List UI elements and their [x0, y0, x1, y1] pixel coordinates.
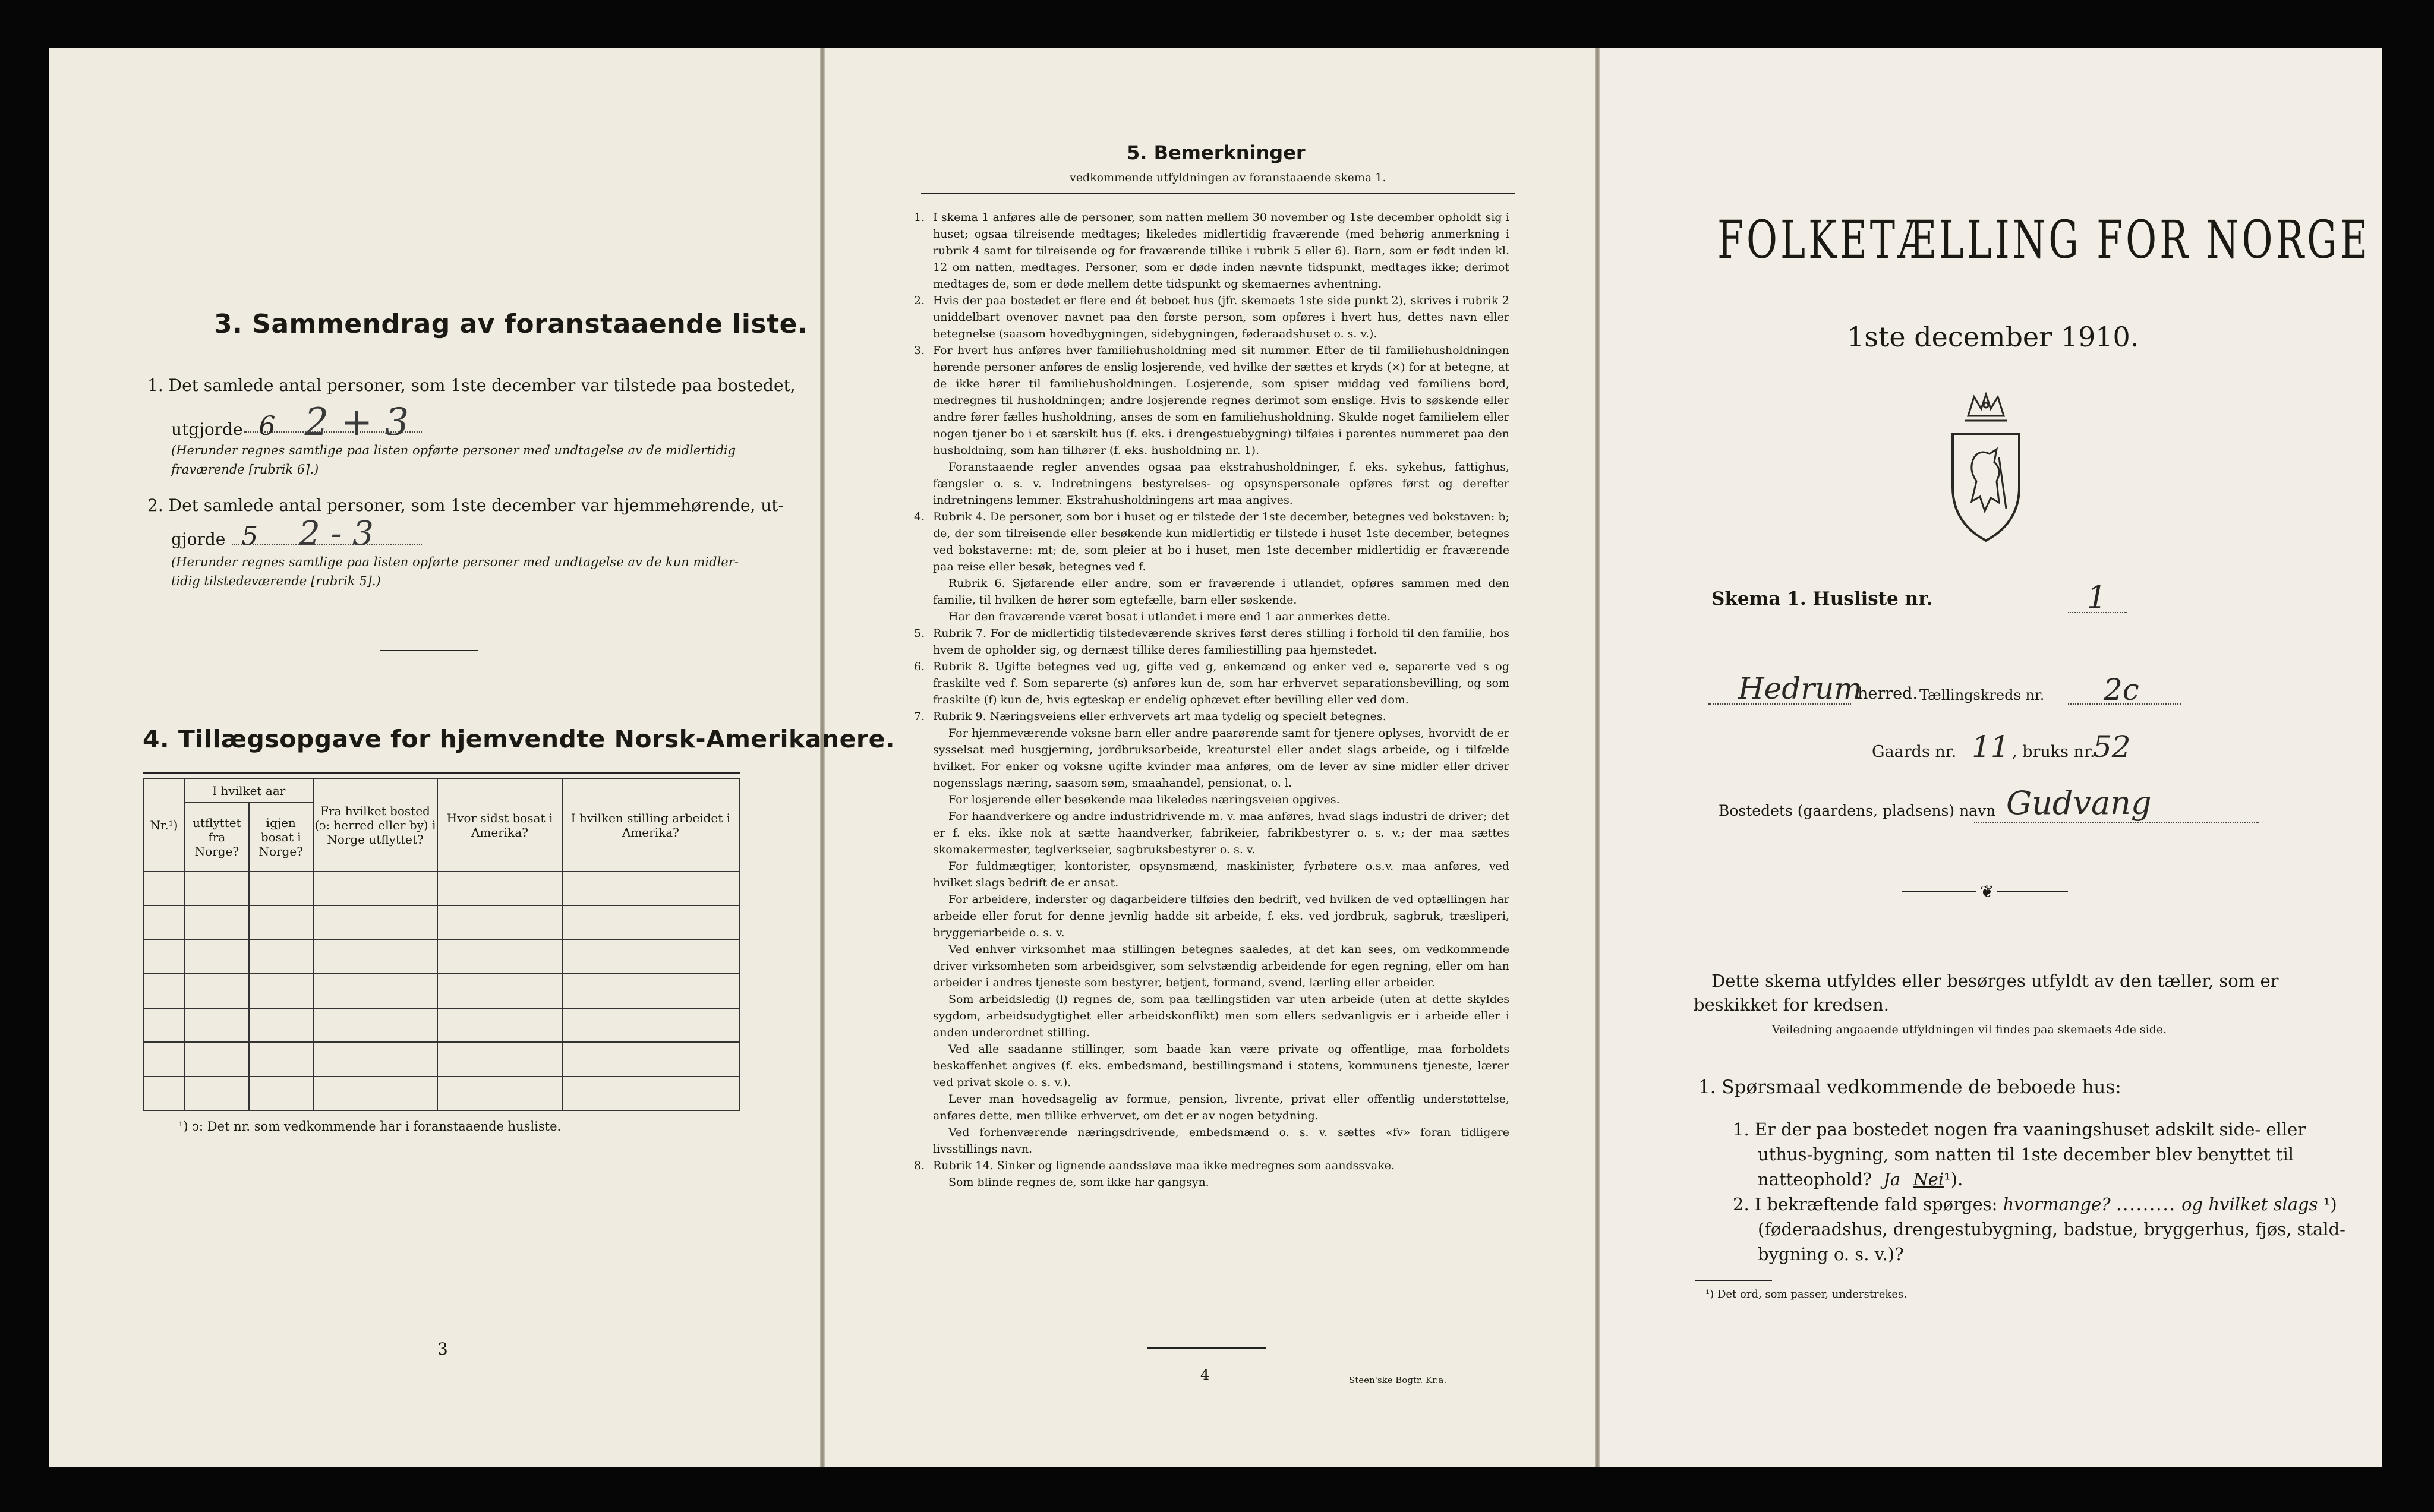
kreds-value: 2c [2104, 673, 2139, 707]
remark-paragraph [915, 725, 1509, 791]
item1-value-a: 6 [258, 411, 276, 441]
remark-text: Rubrik 6. Sjøfarende eller andre, som er fraværende i utlandet, opføres sammen med den familie, til hvilken de hører som egtefælle, barn eller søskende. [933, 577, 1509, 607]
remark-text: Ved alle saadanne stillinger, som baade kan være private og offentlige, maa forholdets beskaffenhet angives (f. eks. embedsmand, bestillingsmand i statens, kommunens tjeneste, lærer ved privat skole o. s. v.). [933, 1043, 1509, 1089]
remark-text: Rubrik 8. Ugifte betegnes ved ug, gifte ved g, enkemænd og enker ved e, separerte ved s og fraskilte ved f. Som separerte (s) anføres kun de, som har erhvervet separationsbevilling, og som fraskilte (f) kun de, hvis egteskap er endelig ophævet efter bevilling eller ved dom. [933, 660, 1509, 706]
page-fold [1595, 48, 1600, 1467]
table-row [143, 872, 739, 905]
remark-text: Ved forhenværende næringsdrivende, embedsmænd o. s. v. sættes «fv» foran tidligere livsstillings navn. [933, 1126, 1509, 1156]
q1-line3-text: natteophold? [1758, 1169, 1872, 1189]
norway-coat-of-arms-icon [1944, 392, 2028, 547]
table-row [143, 905, 739, 939]
remark-number: 8. [914, 1159, 925, 1172]
q1-line2: uthus-bygning, som natten til 1ste december blev benyttet til [1758, 1144, 2294, 1164]
item2-note1: (Herunder regnes samtlige paa listen opførte personer med undtagelse av de kun midler- [171, 555, 739, 569]
remarks-subtitle: vedkommende utfyldningen av foranstaaende skema 1. [1070, 171, 1386, 184]
printer-mark: Steen'ske Bogtr. Kr.a. [1349, 1375, 1447, 1385]
item1-note1: (Herunder regnes samtlige paa listen opførte personer med undtagelse av de midlertidig [171, 443, 736, 457]
item1-prefix: utgjorde [171, 419, 243, 439]
col-igjen-bosat: igjen bosat i Norge? [249, 803, 313, 872]
intro-line1: Dette skema utfyldes eller besørges utfyldt av den tæller, som er [1711, 971, 2279, 991]
gaards-label: Gaards nr. [1872, 743, 1957, 761]
bosted-label: Bostedets (gaardens, pladsens) navn [1719, 802, 1996, 819]
remark-number: 4. [914, 510, 925, 523]
table-row [143, 974, 739, 1008]
remark-paragraph [915, 625, 1509, 658]
col-utflyttet: utflyttet fra Norge? [185, 803, 249, 872]
remark-paragraph [915, 209, 1509, 292]
remark-number: 5. [914, 627, 925, 640]
remark-paragraph [915, 1041, 1509, 1091]
item2-note2: tidig tilstedeværende [rubrik 5].) [171, 574, 381, 588]
remark-text: Lever man hovedsagelig av formue, pension, livrente, privat eller offentlig understøttelse, anføres dette, men tillike erhvervet, om det er av nogen betydning. [933, 1093, 1509, 1122]
remark-paragraph [915, 791, 1509, 808]
page-fold [820, 48, 825, 1467]
intro-line2: beskikket for kredsen. [1694, 995, 1890, 1015]
remark-paragraph [915, 1091, 1509, 1124]
table-row [143, 1008, 739, 1042]
q2-line3: bygning o. s. v.)? [1758, 1244, 1904, 1264]
remark-text: For haandverkere og andre industridrivende m. v. maa anføres, hvad slags industri de driver; det er f. eks. ikke nok at sætte haandverker, fabrikeier, fabrikbestyrer o. s. v.; der maa sættes skomakermester, teglverkseier, sagbruksbestyrer o. s. v. [933, 810, 1509, 856]
remark-paragraph [915, 1174, 1509, 1191]
remark-number: 3. [914, 344, 925, 357]
remark-paragraph [915, 292, 1509, 342]
q1-answer-nei: Nei [1913, 1169, 1944, 1189]
item2-value-b: 2 - 3 [299, 514, 374, 553]
remark-text: For hvert hus anføres hver familiehusholdning med sit nummer. Efter de til familiehusholdningen hørende personer anføres de enslig losjerende, ved hvilke der sættes et kryds (×) for at betegne, at de ikke hører til familiehusholdningen. Losjerende, som spiser middag ved familiens bord, medregnes til husholdningen; andre losjerende regnes derimot som enslige. Hvis to søskende eller andre fører fælles husholdning, anses de som en familiehusholdning. Skulde noget familielem eller nogen tjener bo i et særskilt hus (f. eks. i drengestuebygning) tilføies i parentes nummeret paa den husholdning, som han tilhører (f. eks. husholdning nr. 1). [933, 344, 1509, 457]
remark-text: For hjemmeværende voksne barn eller andre paarørende samt for tjenere oplyses, hvorvidt de er sysselsat med husgjerning, jordbruksarbeide, kreaturstel eller andet slags arbeide, og i tilfælde hvilket. For enker og voksne ugifte kvinder maa anføres, om de lever av sine midler eller driver nogensslags næring, saasom søm, smaahandel, pensionat, o. l. [933, 727, 1509, 790]
remark-text: Foranstaaende regler anvendes ogsaa paa ekstrahusholdninger, f. eks. sykehus, fattighus, fængsler o. s. v. Indretningens bestyrelses- og opsynspersonale opføres først og derefter indretningens lemmer. Ekstrahusholdningens art maa angives. [933, 460, 1509, 507]
remark-paragraph [915, 858, 1509, 891]
remark-number: 6. [914, 660, 925, 673]
remark-paragraph [915, 891, 1509, 941]
bosted-fill-line [1974, 822, 2259, 823]
page-number-middle: 4 [1200, 1366, 1210, 1383]
table-row [143, 940, 739, 974]
item2-line1: 2. Det samlede antal personer, som 1ste december var hjemmehørende, ut- [147, 495, 784, 515]
remark-text: Hvis der paa bostedet er flere end ét beboet hus (jfr. skemaets 1ste side punkt 2), skrives i rubrik 2 uniddelbart ovenover navnet paa den første person, som opføres i hvert hus, dettes navn eller betegnelse (saasom hovedbygningen, sidebygningen, føderaadshuset o. s. v.). [933, 294, 1509, 340]
q1-footnote-ref: ¹). [1944, 1169, 1963, 1189]
form-title: FOLKETÆLLING FOR NORGE [1717, 209, 2371, 270]
q2-hvormange: hvormange? [2003, 1194, 2111, 1214]
right-footnote: ¹) Det ord, som passer, understrekes. [1705, 1288, 1907, 1300]
q2-footnote-ref: ¹) [2323, 1194, 2337, 1214]
section4-title: 4. Tillægsopgave for hjemvendte Norsk-Amerikanere. [143, 725, 896, 753]
remark-text: Rubrik 14. Sinker og lignende aandssløve maa ikke medregnes som aandssvake. [933, 1159, 1395, 1172]
remarks-title: 5. Bemerkninger [1127, 141, 1306, 164]
remark-text: For arbeidere, inderster og dagarbeidere tilføies den bedrift, ved hvilken de ved optællingen har arbeide eller forut for denne jevnlig hadde sit arbeide, f. eks. ved jordbruk, sagbruk, træsliperi, bryggeriarbeide o. s. v. [933, 893, 1509, 939]
remark-paragraph [915, 342, 1509, 459]
remark-text: Som blinde regnes de, som ikke har gangsyn. [948, 1176, 1209, 1189]
gaards-value: 11 [1972, 730, 2010, 764]
left-page [49, 48, 821, 1467]
remark-paragraph [915, 991, 1509, 1041]
bosted-value: Gudvang [2006, 784, 2152, 822]
herred-fill-line [1708, 703, 1851, 705]
remark-text: Har den fraværende været bosat i utlandet i mere end 1 aar anmerkes dette. [948, 610, 1391, 623]
remarks-list [915, 209, 1509, 1191]
item1-line1: 1. Det samlede antal personer, som 1ste december var tilstede paa bostedet, [147, 375, 796, 395]
remark-paragraph [915, 509, 1509, 575]
schema-fill-line [2068, 612, 2127, 613]
schema-label: Skema 1. Husliste nr. [1711, 588, 1933, 610]
col-group-year: I hvilket aar [185, 779, 313, 803]
remark-paragraph [915, 459, 1509, 509]
kreds-fill-line [2068, 703, 2181, 705]
item1-value-b: 2 + 3 [304, 400, 409, 444]
footnote-rule [1695, 1280, 1772, 1281]
remark-paragraph [915, 941, 1509, 991]
table-row [143, 1042, 739, 1076]
remark-number: 2. [914, 294, 925, 307]
remark-paragraph [915, 1124, 1509, 1157]
q1-answer-ja: Ja [1883, 1169, 1901, 1189]
schema-value: 1 [2087, 580, 2107, 615]
q1-line1: 1. Er der paa bostedet nogen fra vaaningshuset adskilt side- eller [1733, 1119, 2306, 1139]
questions-heading: 1. Spørsmaal vedkommende de beboede hus: [1698, 1077, 2121, 1098]
table-row [143, 1077, 739, 1110]
remark-text: I skema 1 anføres alle de personer, som natten mellem 30 november og 1ste december opholdt sig i huset; ogsaa tilreisende medtages; likeledes midlertidig fraværende (med behørig anmerkning i rubrik 4 samt for tilreisende og for fraværende tillike i rubrik 5 eller 6). Barn, som er født inden kl. 12 om natten, medtages. Personer, som er døde inden nævnte tidspunkt, medtages ikke; derimot medtages de, som er døde mellem dette tidspunkt og skemaernes avhentning. [933, 211, 1509, 291]
remark-paragraph [915, 608, 1509, 625]
herred-value: Hedrum [1738, 671, 1862, 706]
herred-label: herred. [1858, 684, 1918, 703]
col-fra-bosted: Fra hvilket bosted (ↄ: herred eller by) i Norge utflyttet? [313, 779, 438, 872]
form-date: 1ste december 1910. [1847, 321, 2139, 353]
remark-text: Som arbeidsledig (l) regnes de, som paa tællingstiden var uten arbeide (uten at dette skyldes sygdom, arbeidsudygtighet eller arbeidskonflikt) men som ellers sedvanligvis er i arbeide eller i anden underordnet stilling. [933, 993, 1509, 1039]
remark-text: Rubrik 9. Næringsveiens eller erhvervets art maa tydelig og specielt betegnes. [933, 710, 1386, 723]
kreds-label: Tællingskreds nr. [1919, 687, 2045, 703]
intro-note: Veiledning angaaende utfyldningen vil findes paa skemaets 4de side. [1772, 1023, 2167, 1036]
remark-number: 7. [914, 710, 925, 723]
section4-rule [143, 772, 740, 774]
item2-prefix: gjorde [171, 529, 226, 549]
remark-text: Rubrik 7. For de midlertidig tilstedeværende skrives først deres stilling i forhold til den familie, hos hvem de opholder sig, og dernæst tillike deres familiestilling paa hjemstedet. [933, 627, 1509, 656]
page-number-left: 3 [437, 1339, 448, 1359]
separator-rule [380, 650, 478, 651]
item2-value-a: 5 [241, 521, 258, 551]
remark-paragraph [915, 658, 1509, 708]
item1-fill-line [244, 431, 422, 433]
remark-text: Ved enhver virksomhet maa stillingen betegnes saaledes, at det kan sees, om vedkommende driver virksomheten som arbeidsgiver, som selvstændig arbeidende for egen regning, eller om han arbeider i andres tjeneste som bestyrer, betjent, formand, svend, lærling eller arbeider. [933, 943, 1509, 989]
remark-paragraph [915, 575, 1509, 608]
remark-paragraph [915, 708, 1509, 725]
remark-text: For losjerende eller besøkende maa likeledes næringsveien opgives. [948, 793, 1340, 806]
item1-note2: fraværende [rubrik 6].) [171, 462, 319, 476]
col-stilling: I hvilken stilling arbeidet i Amerika? [562, 779, 739, 872]
bruks-value: 52 [2093, 730, 2131, 764]
section4-footnote: ¹) ↄ: Det nr. som vedkommende har i foranstaaende husliste. [178, 1119, 562, 1134]
section3-title: 3. Sammendrag av foranstaaende liste. [214, 309, 808, 339]
remark-paragraph [915, 808, 1509, 858]
remark-text: Rubrik 4. De personer, som bor i huset og er tilstede der 1ste december, betegnes ved bokstaven: b; de, der som tilreisende eller besøkende kun midlertidig er tilstede i huset 1ste december, betegnes ved bokstaverne: mt; de, som pleier at bo i huset, men 1ste december midlertidig er fraværende paa reise eller besøk, betegnes ved f. [933, 510, 1509, 573]
bruks-label: , bruks nr. [2012, 743, 2095, 761]
remarks-end-rule [1147, 1347, 1266, 1349]
norsk-amerikanere-table [143, 778, 740, 1111]
item2-fill-line [232, 544, 422, 545]
col-nr: Nr.¹) [143, 779, 185, 872]
remark-paragraph [915, 1157, 1509, 1174]
remarks-rule [921, 193, 1515, 194]
remark-number: 1. [914, 211, 925, 224]
col-hvor-bosat: Hvor sidst bosat i Amerika? [437, 779, 562, 872]
ornament-icon: ❦ [1976, 882, 1997, 901]
q2-line2: (føderaadshus, drengestubygning, badstue, bryggerhus, fjøs, stald- [1758, 1219, 2345, 1239]
remark-text: For fuldmægtiger, kontorister, opsynsmænd, maskinister, fyrbøtere o.s.v. maa anføres, ved hvilket slags bedrift de er ansat. [933, 860, 1509, 889]
q2-text: 2. I bekræftende fald spørges: [1733, 1194, 1998, 1214]
q2-hvilket-slags: og hvilket slags [2181, 1194, 2318, 1214]
